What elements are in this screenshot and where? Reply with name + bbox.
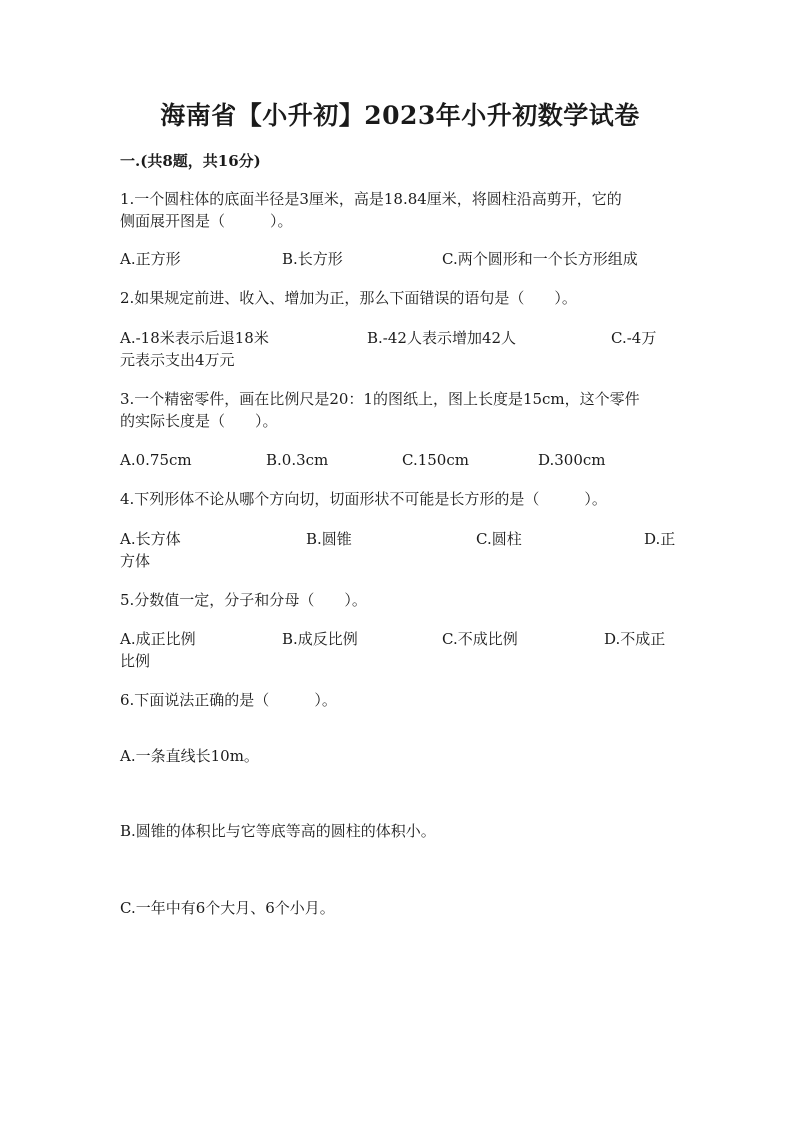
question-1-option-b[interactable]: B.长方形 — [282, 250, 343, 268]
question-5-option-b[interactable]: B.成反比例 — [282, 630, 358, 648]
question-4-option-b[interactable]: B.圆锥 — [306, 530, 352, 548]
question-2-option-c[interactable]: C.-4万 — [611, 329, 657, 347]
question-2-option-c-continued: 元表示支出4万元 — [120, 351, 235, 369]
question-6-option-b[interactable]: B.圆锥的体积比与它等底等高的圆柱的体积小。 — [120, 822, 436, 840]
question-2-option-a[interactable]: A.-18米表示后退18米 — [120, 329, 269, 347]
question-1-option-a[interactable]: A.正方形 — [120, 250, 181, 268]
question-3-option-b[interactable]: B.0.3cm — [266, 451, 329, 469]
question-3-option-d[interactable]: D.300cm — [538, 451, 606, 469]
question-3-options — [120, 449, 680, 493]
question-3-line-1: 3.一个精密零件，画在比例尺是20：1的图纸上，图上长度是15cm，这个零件 — [120, 390, 640, 408]
question-5-option-d[interactable]: D.不成正 — [604, 630, 666, 648]
question-5-option-a[interactable]: A.成正比例 — [120, 630, 196, 648]
question-5-option-d-continued: 比例 — [120, 652, 151, 670]
question-2-option-b[interactable]: B.-42人表示增加42人 — [367, 329, 517, 347]
question-5-line-1: 5.分数值一定，分子和分母（ ）。 — [120, 591, 367, 609]
question-6-line-1: 6.下面说法正确的是（ ）。 — [120, 691, 337, 709]
question-4-option-a[interactable]: A.长方体 — [120, 530, 181, 548]
question-6 — [120, 689, 680, 711]
question-1-options — [120, 248, 680, 292]
question-4-options — [120, 528, 680, 572]
question-1-line-1: 1.一个圆柱体的底面半径是3厘米，高是18.84厘米，将圆柱沿高剪开，它的 — [120, 190, 622, 208]
question-2 — [120, 287, 680, 309]
question-4-option-c[interactable]: C.圆柱 — [476, 530, 522, 548]
question-5 — [120, 589, 680, 611]
question-5-option-c[interactable]: C.不成比例 — [442, 630, 518, 648]
question-6-option-a[interactable]: A.一条直线长10m。 — [120, 747, 259, 765]
question-4 — [120, 488, 680, 510]
question-3-line-2: 的实际长度是（ ）。 — [120, 412, 278, 430]
question-4-option-d[interactable]: D.正 — [644, 530, 676, 548]
question-1-option-c[interactable]: C.两个圆形和一个长方形组成 — [442, 250, 638, 268]
question-2-options — [120, 327, 680, 371]
question-5-options — [120, 628, 680, 672]
question-3-option-c[interactable]: C.150cm — [402, 451, 469, 469]
question-3-option-a[interactable]: A.0.75cm — [120, 451, 192, 469]
question-6-option-c[interactable]: C.一年中有6个大月、6个小月。 — [120, 899, 335, 917]
section-heading: 一.(共8题，共16分) — [120, 152, 261, 170]
question-3 — [120, 388, 680, 432]
question-1 — [120, 188, 680, 232]
question-4-line-1: 4.下列形体不论从哪个方向切，切面形状不可能是长方形的是（ ）。 — [120, 490, 607, 508]
question-1-line-2: 侧面展开图是（ ）。 — [120, 212, 293, 230]
question-4-option-d-continued: 方体 — [120, 552, 151, 570]
exam-title: 海南省【小升初】2023年小升初数学试卷 — [160, 101, 640, 130]
question-2-line-1: 2.如果规定前进、收入、增加为正，那么下面错误的语句是（ ）。 — [120, 289, 577, 307]
